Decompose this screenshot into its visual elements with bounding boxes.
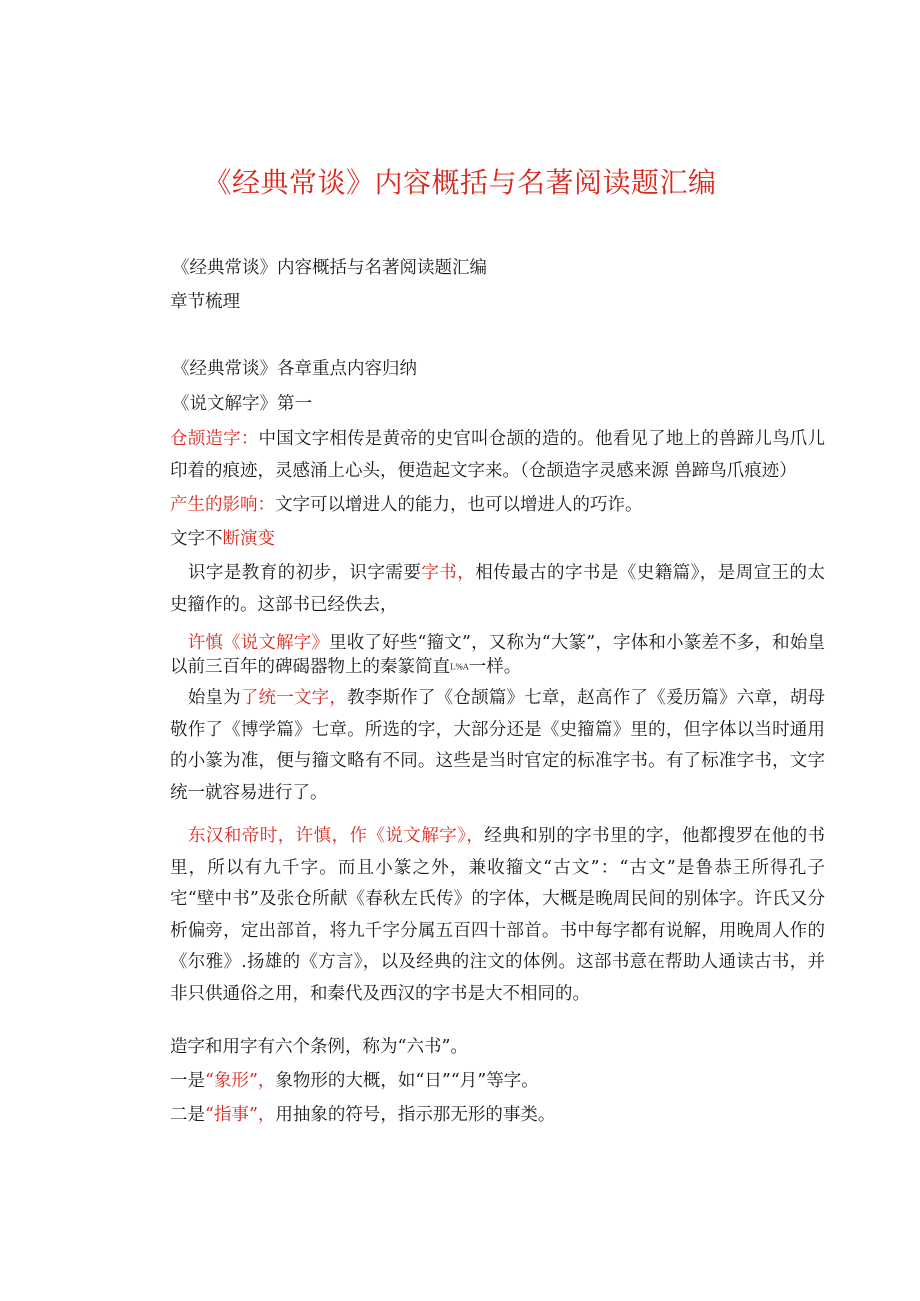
text-unify-b: 了统一文字， [240,688,348,708]
label-cangjie: 仓颉造字： [170,429,259,449]
paragraph-cangjie [170,424,825,487]
text-zhishi-c: 用抽象的符号，指示那无形的事类。 [275,1105,556,1125]
paragraph-zishu [170,558,825,621]
text-donghan-b: 经典和别的字书里的字，他都搜罗在他的书里，所以有九千字。而且小篆之外，兼收籀文“古文”：“古文”是鲁恭王所得孔子宅“壁中书”及张仓所献《春秋左氏传》的字体，大概是晚周民间的别体字。许氏又分析偏旁，定出部首，将九千字分属五百四十部首。书中每字都有说解，用晚周人作的《尔雅》.扬雄的《方言》，以及经典的注文的体例。这部书意在帮助人通读古书，并非只供通俗之用，和秦代及西汉的字书是大不相同的。 [170,826,826,1004]
text-donghan-a: 东汉和帝时，许慎，作《说文解字》， [187,826,485,846]
paragraph-donghan [170,821,825,1010]
text-unify-a: 始皇为 [187,688,241,708]
label-influence: 产生的影响： [170,495,275,515]
summary-heading: 《经典常谈》各章重点内容归纳 [172,359,417,379]
paragraph-unify [170,683,825,809]
chapter-heading: 《说文解字》第一 [172,394,312,414]
text-unify-c: 教李斯作了《仓颉篇》七章，赵高作了《爰历篇》六章，胡母敬作了《博学篇》七章。所选的字，大部分还是《史籀篇》里的，但字体以当时通用的小篆为准，便与籀文略有不同。这些是当时官定的标准字书。有了标准字书，文字统一就容易进行了。 [170,688,826,803]
text-influence: 文字可以增进人的能力，也可以增进人的巧诈。 [275,495,643,515]
text-evolution-b: 断演变 [222,529,275,549]
text-xushen-a: 许慎《说文解字》 [187,633,330,653]
paragraph-xushen-shuowen [170,631,825,680]
section-heading: 章节梳理 [170,292,240,312]
text-zhishi-a: 二是 [170,1105,205,1125]
paragraph-liushu [170,1032,825,1064]
paragraph-influence [170,490,825,522]
text-evolution-a: 文字不 [170,529,223,549]
text-xushen-b: 里收了好些“籀文”，又称为“大篆”，字体和小篆差不多，和始皇以前三百年的碑碣器物上的秦篆简直 [170,633,826,677]
paragraph-zhishi [170,1100,825,1132]
text-zishu-c: 相传最古的字书是《史籍篇》，是周宣王的太史籀作的。这部书已经佚去， [170,563,826,615]
text-xiangxing-a: 一是 [170,1071,205,1091]
text-zishu-a: 识字是教育的初步，识字需要 [187,563,422,583]
text-zishu-b: 字书， [421,563,476,583]
subtitle: 《经典常谈》内容概括与名著阅读题汇编 [172,258,487,278]
text-xushen-c: L%A [450,662,469,672]
paragraph-evolution [170,524,825,556]
text-zhishi-b: “指事”， [205,1105,276,1125]
paragraph-xiangxing [170,1066,825,1098]
text-xiangxing-b: “象形”， [205,1071,276,1091]
text-cangjie: 中国文字相传是黄帝的史官叫仓颉的造的。他看见了地上的兽蹄儿鸟爪儿印着的痕迹，灵感涌上心头，便造起文字来。（仓颉造字灵感来源 兽蹄鸟爪痕迹） [170,429,826,481]
text-xushen-d: 一样。 [468,657,522,677]
document-title: 《经典常谈》内容概括与名著阅读题汇编 [203,166,717,199]
text-liushu: 造字和用字有六个条例，称为“六书”。 [170,1037,468,1057]
text-xiangxing-c: 象物形的大概，如“日”“月”等字。 [275,1071,539,1091]
